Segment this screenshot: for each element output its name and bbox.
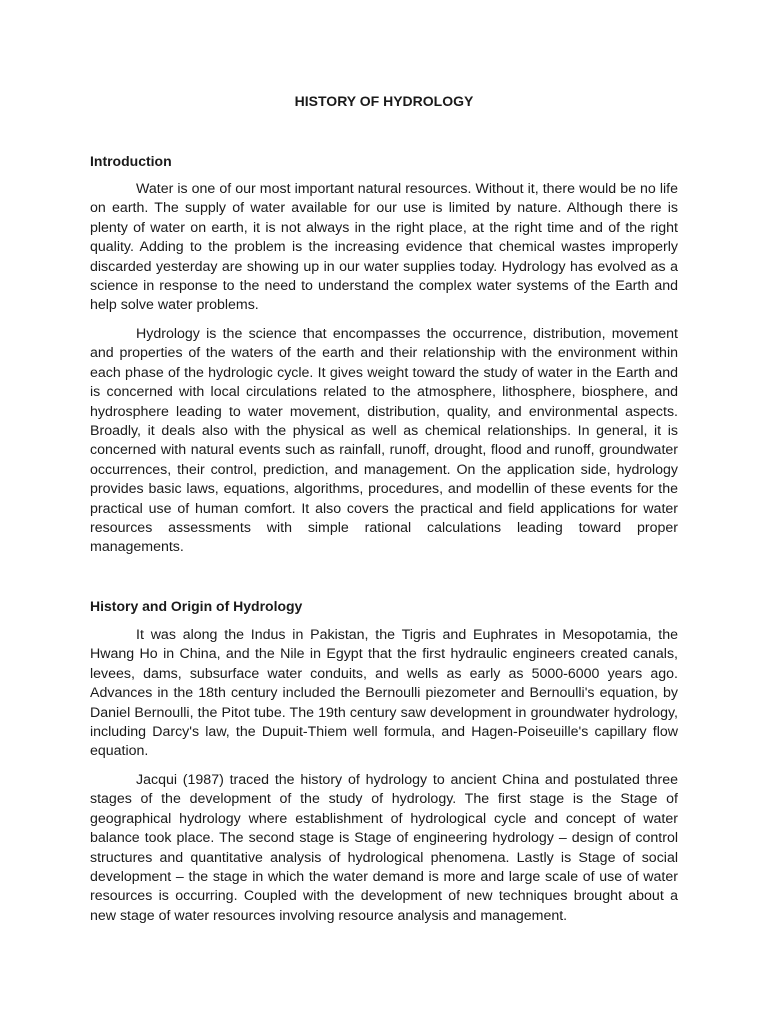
- section-heading-history-and-origin: History and Origin of Hydrology: [90, 598, 303, 614]
- paragraph: Jacqui (1987) traced the history of hydrology to ancient China and postulated three stages of the development of the study of hydrology. The first stage is the Stage of geographical hydrology where establishment of hydrological cycle and concept of water balance took place. The second stage is Stage of engineering hydrology – design of control structures and quantitative analysis of hydrological phenomena. Lastly is Stage of social development – the stage in which the water demand is more and large scale of use of water resources is occurring. Coupled with the development of new techniques brought about a new stage of water resources involving resource analysis and management.: [90, 772, 678, 924]
- document-page: [90, 0, 678, 1024]
- paragraph: Hydrology is the science that encompasses the occurrence, distribution, movement and properties of the waters of the earth and their relationship with the environment within each phase of the hydrologic cycle. It gives weight toward the study of water in the Earth and is concerned with local circulations related to the atmosphere, lithosphere, biosphere, and hydrosphere leading to water movement, distribution, quality, and environmental aspects. Broadly, it deals also with the physical as well as chemical relationships. In general, it is concerned with natural events such as rainfall, runoff, drought, flood and runoff, groundwater occurrences, their control, prediction, and management. On the application side, hydrology provides basic laws, equations, algorithms, procedures, and modellin of these events for the practical use of human comfort. It also covers the practical and field applications for water resources assessments with simple rational calculations leading toward proper managements.: [90, 326, 678, 556]
- paragraph: It was along the Indus in Pakistan, the Tigris and Euphrates in Mesopotamia, the Hwang Ho in China, and the Nile in Egypt that the first hydraulic engineers created canals, levees, dams, subsurface water conduits, and wells as early as 5000-6000 years ago. Advances in the 18th century included the Bernoulli piezometer and Bernoulli's equation, by Daniel Bernoulli, the Pitot tube. The 19th century saw development in groundwater hydrology, including Darcy's law, the Dupuit-Thiem well formula, and Hagen-Poiseuille's capillary flow equation.: [90, 627, 678, 760]
- paragraph: Water is one of our most important natural resources. Without it, there would be no life on earth. The supply of water available for our use is limited by nature. Although there is plenty of water on earth, it is not always in the right place, at the right time and of the right quality. Adding to the problem is the increasing evidence that chemical wastes improperly discarded yesterday are showing up in our water supplies today. Hydrology has evolved as a science in response to the need to understand the complex water systems of the Earth and help solve water problems.: [90, 181, 678, 314]
- section-heading-introduction: Introduction: [90, 153, 172, 169]
- page-title: HISTORY OF HYDROLOGY: [294, 93, 474, 109]
